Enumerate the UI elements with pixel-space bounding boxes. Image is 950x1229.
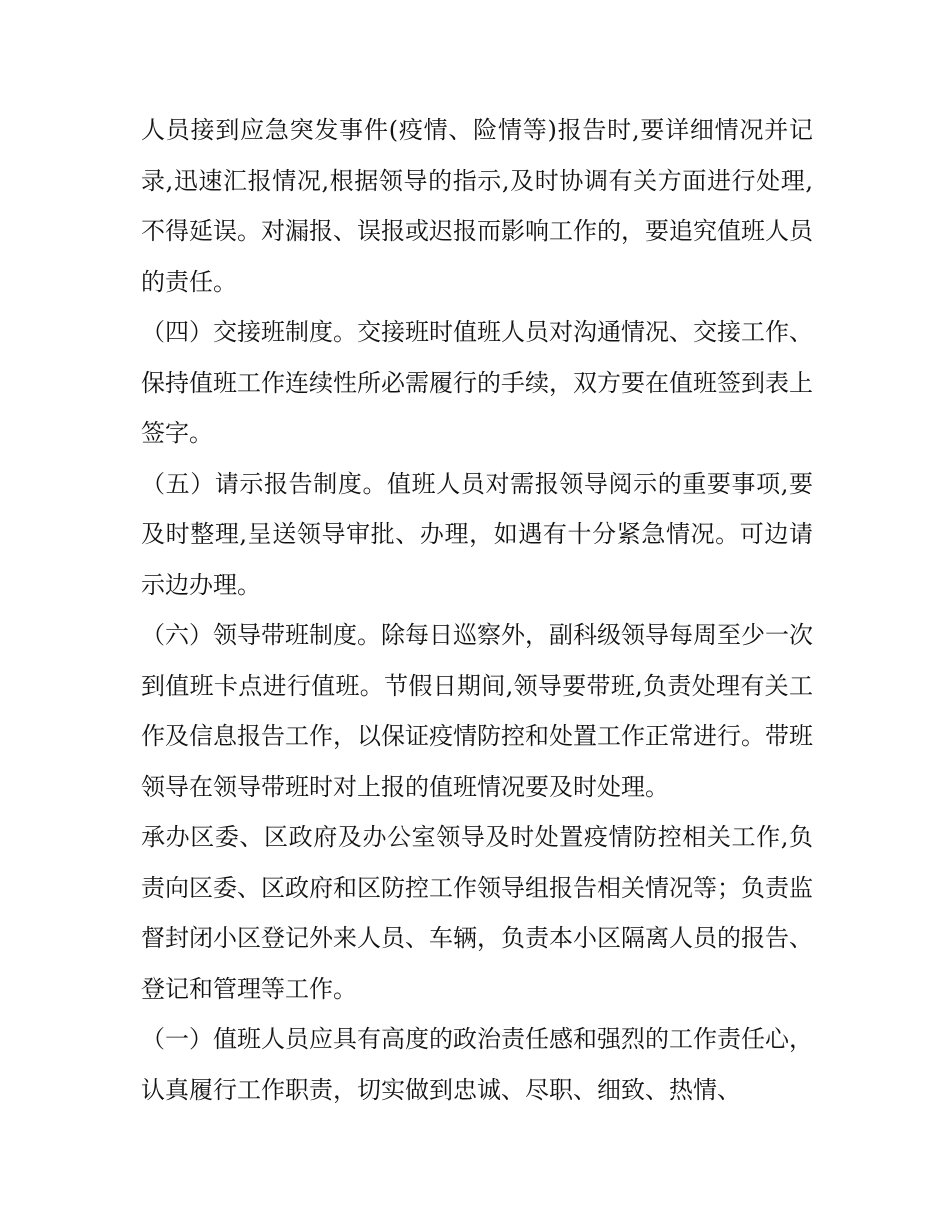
paragraph-request-report: （五）请示报告制度。值班人员对需报领导阅示的重要事项,要及时整理,呈送领导审批、办理，如遇有十分紧急情况。可边请示边办理。 <box>141 469 813 599</box>
paragraph-duty-reporting: 人员接到应急突发事件(疫情、险情等)报告时,要详细情况并记录,迅速汇报情况,根据领导的指示,及时协调有关方面进行处理,不得延误。对漏报、误报或迟报而影响工作的，要追究值班人员的责任。 <box>141 116 813 296</box>
paragraph-leader-on-duty: （六）领导带班制度。除每日巡察外，副科级领导每周至少一次到值班卡点进行值班。节假日期间,领导要带班,负责处理有关工作及信息报告工作，以保证疫情防控和处置工作正常进行。带班领导在领导带班时对上报的值班情况要及时处理。 <box>141 621 813 801</box>
document-body <box>141 105 813 1115</box>
paragraph-office-responsibilities: 承办区委、区政府及办公室领导及时处置疫情防控相关工作,负责向区委、区政府和区防控工作领导组报告相关情况等；负责监督封闭小区登记外来人员、车辆，负责本小区隔离人员的报告、登记和管理等工作。 <box>141 823 813 1003</box>
paragraph-duty-staff-requirements: （一）值班人员应具有高度的政治责任感和强烈的工作责任心，认真履行工作职责，切实做到忠诚、尽职、细致、热情、 <box>141 1025 813 1104</box>
paragraph-shift-handover: （四）交接班制度。交接班时值班人员对沟通情况、交接工作、保持值班工作连续性所必需履行的手续，双方要在值班签到表上签字。 <box>141 318 813 447</box>
